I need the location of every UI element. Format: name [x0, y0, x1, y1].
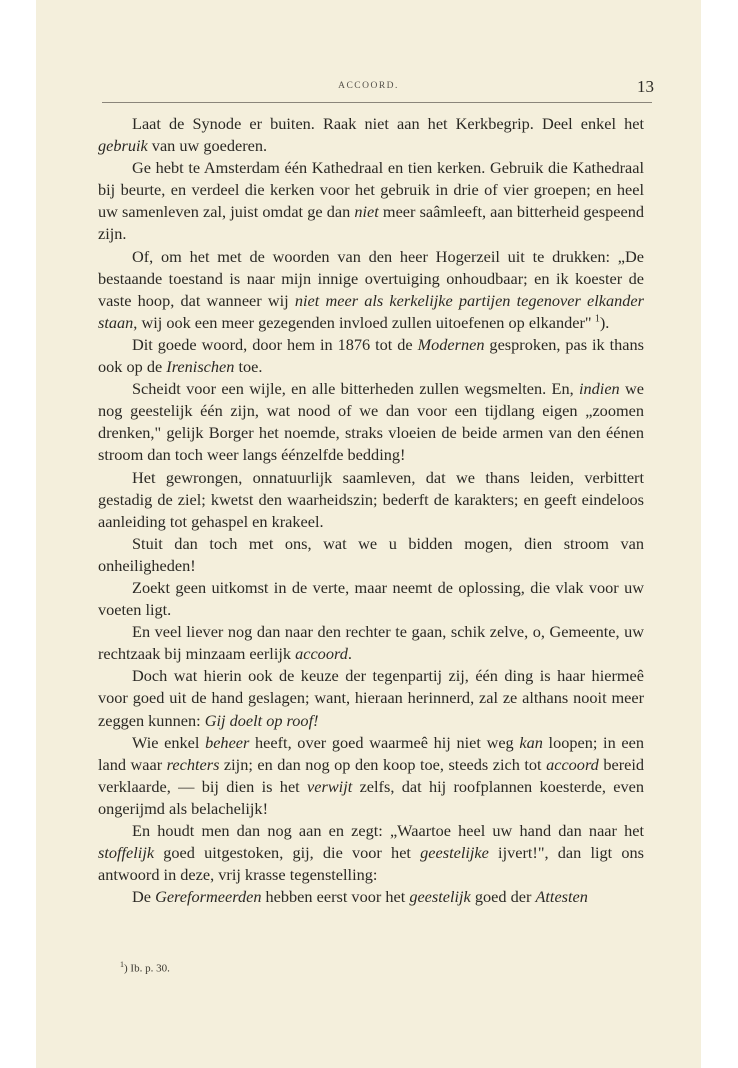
paragraph-2	[98, 157, 644, 245]
italic-text: Gereformeerden	[155, 887, 262, 907]
italic-text: kan	[519, 732, 543, 752]
body-text	[98, 113, 644, 908]
text-run: ).	[599, 312, 610, 332]
text-run: Laat de Synode er buiten. Raak niet aan het Kerkbegrip. Deel enkel het	[132, 114, 644, 133]
italic-text: Irenischen	[166, 357, 235, 377]
text-run: gesproken, pas ik thans ook op de	[98, 334, 645, 377]
text-run: goed der	[470, 887, 536, 907]
text-run: zelfs, dat hij roofplannen koesterde, even ongerijmd als belachelijk!	[98, 776, 644, 818]
italic-text: geestelijke	[420, 843, 489, 863]
text-run: .	[347, 644, 352, 664]
paragraph-10	[98, 665, 644, 731]
text-run: toe.	[234, 357, 263, 377]
text-run: En houdt men dan nog aan en zegt: „Waartoe heel uw hand dan naar het	[132, 821, 644, 840]
footnote	[120, 960, 170, 975]
italic-text: indien	[578, 379, 620, 399]
text-run: De	[132, 887, 156, 907]
text-run: Wie enkel	[132, 732, 206, 752]
text-run: , wij ook een meer gezegenden invloed zullen uitoefenen op elkander"	[133, 312, 592, 332]
page-number: 13	[637, 77, 654, 96]
paragraph-13	[98, 886, 644, 908]
paragraph-4	[98, 334, 644, 378]
italic-text: verwijt	[307, 776, 353, 796]
header-rule	[102, 102, 652, 103]
italic-text: Gij doelt op roof!	[204, 710, 319, 730]
text-run: Ge hebt te Amsterdam één Kathedraal en tien kerken. Gebruik die Kathedraal bij beurte, en verdeel die kerken voor het gebruik in drie of vier groepen; en heel uw samenleven zal, juist omdat ge dan	[98, 158, 644, 222]
text-run: van uw goederen.	[147, 136, 268, 156]
text-run: Of, om het met de woorden van den heer Hogerzeil uit te drukken: „De bestaande toestand is naar mijn innige overtuiging onhoudbaar; en ik koester de vaste hoop, dat wanneer wij	[98, 246, 644, 310]
text-run: heeft, over goed waarmeê hij niet weg	[249, 732, 520, 752]
page-header	[36, 77, 701, 97]
paragraph-8: Zoekt geen uitkomst in de verte, maar neemt de oplossing, die vlak voor uw voeten ligt.	[98, 577, 644, 620]
paragraph-7: Stuit dan toch met ons, wat we u bidden mogen, dien stroom van onheiligheden!	[98, 533, 644, 575]
italic-text: rechters	[166, 754, 220, 774]
italic-text: accoord	[295, 644, 348, 664]
paragraph-12	[98, 820, 644, 886]
italic-text: beheer	[205, 732, 250, 752]
text-run: loopen; in een land waar	[98, 732, 644, 774]
italic-text: stoffelijk	[98, 843, 155, 863]
footnote-text: ) Ib. p. 30.	[124, 962, 170, 975]
paragraph-9	[98, 621, 644, 665]
text-run: Scheidt voor een wijle, en alle bitterheden zullen wegsmelten. En,	[132, 379, 579, 399]
footnote-reference[interactable]: 1	[594, 313, 600, 325]
text-run: zijn; en dan nog op den koop toe, steeds zich tot	[219, 754, 547, 774]
paragraph-3	[98, 246, 644, 334]
italic-text: geestelijk	[409, 887, 471, 907]
italic-text: niet	[354, 202, 379, 222]
running-head: ACCOORD.	[338, 81, 399, 91]
text-run: En veel liever nog dan naar den rechter te gaan, schik zelve, o, Gemeente, uw rechtzaak bij minzaam eerlijk	[98, 622, 644, 664]
text-run: goed uitgestoken, gij, die voor het	[154, 843, 421, 863]
text-run: ijvert!", dan ligt ons antwoord in deze, vrij krasse tegenstelling:	[98, 843, 644, 885]
italic-text: accoord	[546, 754, 599, 774]
italic-text: Modernen	[417, 334, 485, 354]
italic-text: Attesten	[535, 887, 588, 907]
text-run: hebben eerst voor het	[261, 887, 410, 907]
text-run: we nog geestelijk één zijn, wat nood of we dan voor een tijdlang eigen „zoomen drenken," gelijk Borger het noemde, straks vloeien de beide armen van den éénen stroom dan toch weer langs éénzelfde bedding!	[98, 379, 644, 465]
text-run: Dit goede woord, door hem in 1876 tot de	[132, 334, 418, 354]
paragraph-1	[98, 113, 644, 157]
paragraph-11	[98, 732, 644, 820]
text-run: meer saâmleeft, aan bitterheid gespeend zijn.	[98, 202, 644, 244]
paragraph-5	[98, 378, 644, 466]
text-run: Doch wat hierin ook de keuze der tegenpartij zij, één ding is haar hiermeê voor goed uit de hand geslagen; want, hieraan herinnerd, zal ze althans nooit meer zeggen kunnen:	[98, 666, 644, 730]
italic-text: niet meer als kerkelijke partijen tegenover elkander staan	[98, 290, 644, 332]
paragraph-6: Het gewrongen, onnatuurlijk saamleven, dat we thans leiden, verbittert gestadig de ziel; kwetst den waarheidszin; bederft de karakters; en geeft eindeloos aanleiding tot gehaspel en krakeel.	[98, 467, 644, 531]
text-run: bereid verklaarde, — bij dien is het	[98, 754, 645, 796]
footnote-marker: 1	[120, 960, 124, 969]
italic-text: gebruik	[98, 136, 148, 156]
book-page	[36, 0, 701, 1068]
